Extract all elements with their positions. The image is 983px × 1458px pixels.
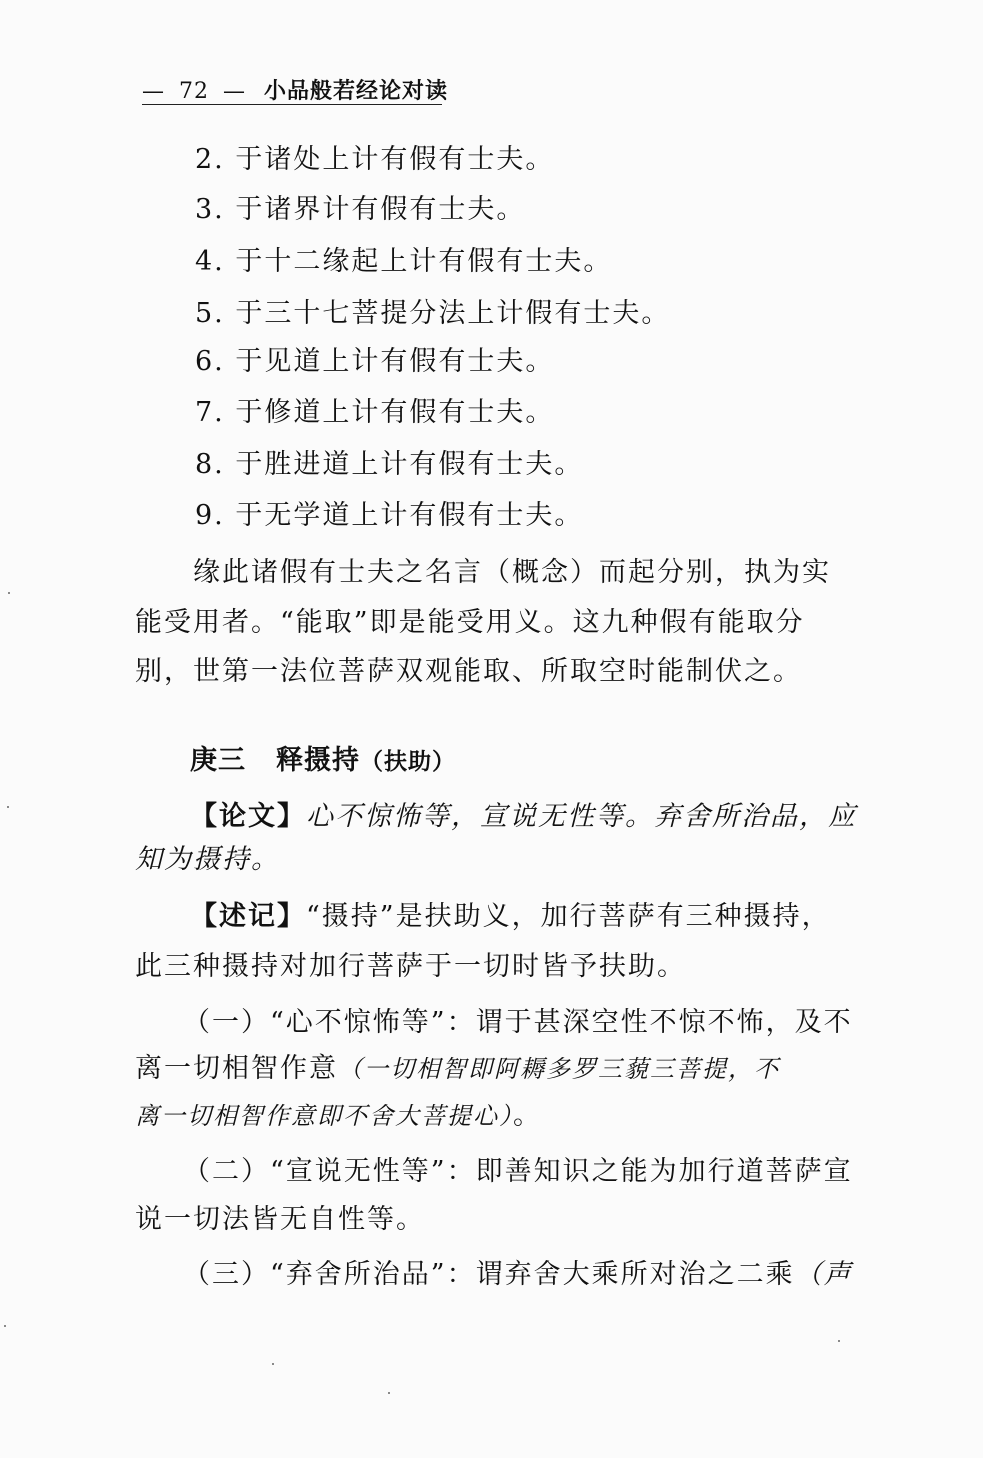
item-note: 离一切相智作意即不舍大菩提心） xyxy=(135,1102,513,1130)
lunwen-line xyxy=(190,797,857,837)
header-dash-right: — xyxy=(223,79,246,104)
header-dash-left: — xyxy=(142,79,165,104)
list-item: 8. 于胜进道上计有假有士夫。 xyxy=(195,449,584,480)
list-item: 5. 于三十七菩提分法上计假有士夫。 xyxy=(195,298,671,329)
scan-speck xyxy=(272,1363,274,1365)
scan-speck xyxy=(8,592,10,594)
shuji-line xyxy=(190,897,831,937)
book-title: 小品般若经论对读 xyxy=(264,78,449,104)
item-line xyxy=(135,1096,542,1136)
list-item: 4. 于十二缘起上计有假有士夫。 xyxy=(195,246,613,277)
item-text: 。 xyxy=(513,1100,542,1131)
shuji-tag: 【述记】 xyxy=(190,901,306,932)
list-item: 7. 于修道上计有假有士夫。 xyxy=(195,397,555,428)
lunwen-line: 知为摄持。 xyxy=(135,844,280,875)
list-item: 2. 于诸处上计有假有士夫。 xyxy=(195,144,555,175)
paragraph-line: 别，世第一法位菩萨双观能取、所取空时能制伏之。 xyxy=(135,656,802,687)
item-line xyxy=(135,1049,780,1089)
shuji-line: 此三种摄持对加行菩萨于一切时皆予扶助。 xyxy=(135,951,686,982)
paragraph-line: 能受用者。“能取”即是能受用义。这九种假有能取分 xyxy=(135,607,805,638)
running-header xyxy=(142,74,449,105)
list-item: 3. 于诸界计有假有士夫。 xyxy=(195,194,526,225)
lunwen-tag: 【论文】 xyxy=(190,801,306,832)
section-heading xyxy=(190,741,456,782)
item-note: （一切相智即阿耨多罗三藐三菩提，不 xyxy=(338,1055,780,1083)
list-item: 6. 于见道上计有假有士夫。 xyxy=(195,346,555,377)
scan-speck xyxy=(4,1325,6,1327)
scan-speck xyxy=(388,1392,390,1394)
lunwen-text: 心不惊怖等，宣说无性等。弃舍所治品，应 xyxy=(306,801,857,832)
item-note: （声 xyxy=(794,1259,853,1290)
paragraph-line: 缘此诸假有士夫之名言（概念）而起分别，执为实 xyxy=(193,557,831,588)
scan-speck xyxy=(838,1340,840,1342)
item-text: 离一切相智作意 xyxy=(135,1053,338,1084)
scan-speck xyxy=(7,806,9,808)
section-note: （扶助） xyxy=(360,748,456,775)
item-line: （一）“心不惊怖等”：谓于甚深空性不惊不怖，及不 xyxy=(183,1007,853,1038)
item-line: （二）“宣说无性等”：即善知识之能为加行道菩萨宣 xyxy=(183,1156,853,1187)
shuji-text: “摄持”是扶助义，加行菩萨有三种摄持， xyxy=(306,901,831,932)
section-title: 释摄持 xyxy=(276,745,360,776)
item-line xyxy=(183,1255,853,1295)
section-label: 庚三 xyxy=(190,745,246,776)
page-number: 72 xyxy=(179,79,209,104)
list-item: 9. 于无学道上计有假有士夫。 xyxy=(195,500,584,531)
item-text: （三）“弃舍所治品”：谓弃舍大乘所对治之二乘 xyxy=(183,1259,795,1290)
item-line: 说一切法皆无自性等。 xyxy=(135,1204,425,1235)
